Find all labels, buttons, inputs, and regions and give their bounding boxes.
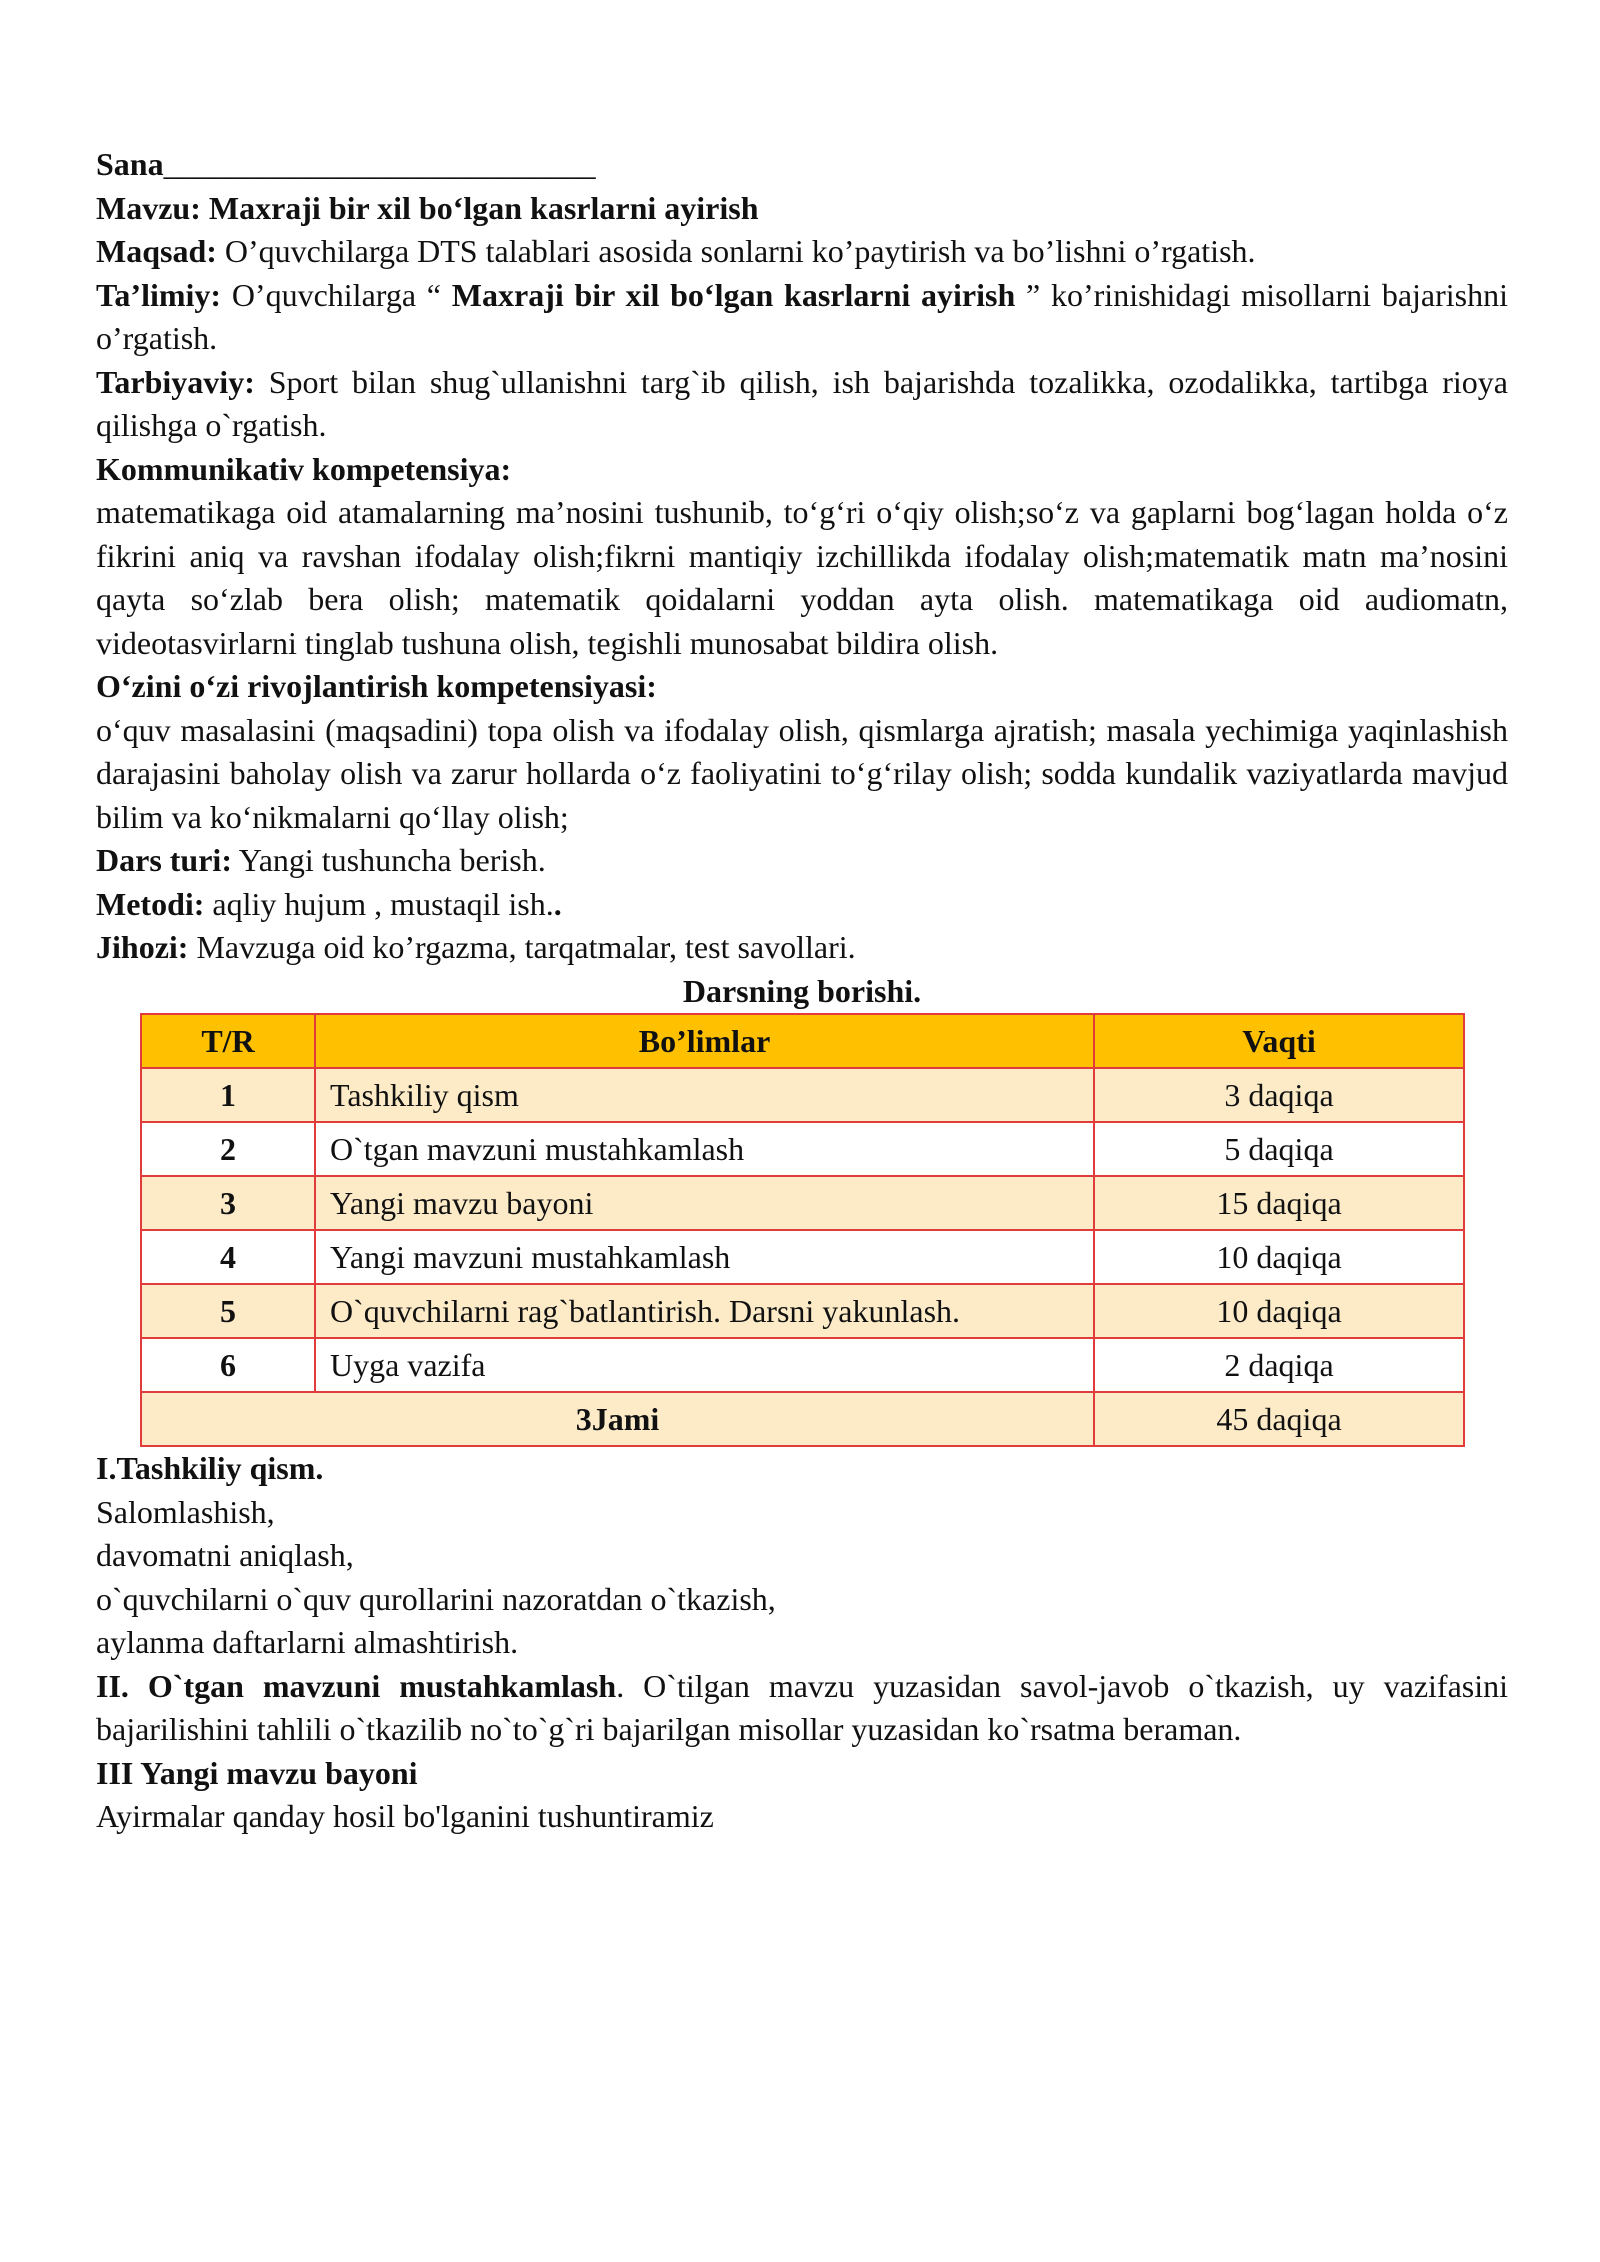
- tarbiyaviy-line: [96, 361, 1508, 448]
- maqsad-label: Maqsad:: [96, 233, 217, 269]
- sana-blank: ___________________________: [163, 146, 596, 182]
- jihozi-line: [96, 926, 1508, 970]
- komm-title-text: Kommunikativ kompetensiya:: [96, 450, 512, 487]
- section-3-title-text: III Yangi mavzu bayoni: [96, 1754, 418, 1791]
- total-label: 3Jami: [141, 1392, 1094, 1446]
- section-1-title-text: I.Tashkiliy qism.: [96, 1450, 324, 1486]
- talimiy-pre: O’quvchilarga “: [231, 276, 442, 313]
- maqsad-value: O’quvchilarga DTS talablari asosida sonlarni ko’paytirish va bo’lishni o’rgatish.: [224, 233, 1256, 269]
- section-1-line: aylanma daftarlarni almashtirish.: [96, 1624, 519, 1660]
- sana-line: [96, 143, 1508, 187]
- col-header-tr: T/R: [141, 1014, 315, 1068]
- plan-title: Darsning borishi.: [682, 972, 922, 1009]
- section-1-title: [96, 1447, 1508, 1491]
- komm-text: matematikaga oid atamalarning ma’nosini tushunib, to‘g‘ri o‘qiy olish;so‘z va gaplarni bog‘lagan holda o‘z fikrini aniq va ravshan ifodalay olish;fikrni mantiqiy izchillikda ifodalay olish;matematik matn ma’nosini qayta so‘zlab bera olish; matematik qoidalarni yoddan ayta olish. matematikaga oid audiomatn, videotasvirlarni tinglab tushuna olish, tegishli munosabat bildira olish.: [96, 494, 1508, 661]
- row-section: Yangi mavzu bayoni: [315, 1176, 1094, 1230]
- row-time: 15 daqiqa: [1094, 1176, 1464, 1230]
- row-number: 3: [141, 1176, 315, 1230]
- row-number: 6: [141, 1338, 315, 1392]
- row-time: 2 daqiqa: [1094, 1338, 1464, 1392]
- metodi-value: aqliy hujum , mustaqil ish: [212, 885, 546, 922]
- table-row: [141, 1284, 1464, 1338]
- section-3-title: [96, 1752, 1508, 1796]
- jihozi-label: Jihozi:: [96, 929, 189, 965]
- row-number: 5: [141, 1284, 315, 1338]
- total-value: 45 daqiqa: [1094, 1392, 1464, 1446]
- table-row: [141, 1122, 1464, 1176]
- row-time: 10 daqiqa: [1094, 1230, 1464, 1284]
- row-section: O`tgan mavzuni mustahkamlash: [315, 1122, 1094, 1176]
- metodi-label: Metodi:: [96, 885, 205, 922]
- row-section: Uyga vazifa: [315, 1338, 1094, 1392]
- row-number: 2: [141, 1122, 315, 1176]
- section-2: [96, 1665, 1508, 1752]
- row-number: 1: [141, 1068, 315, 1122]
- section-1-line: davomatni aniqlash,: [96, 1537, 354, 1573]
- section-3-text: Ayirmalar qanday hosil bo'lganini tushuntiramiz: [96, 1798, 714, 1834]
- self-text: o‘quv masalasini (maqsadini) topa olish va ifodalay olish, qismlarga ajratish; masala yechimiga yaqinlashish darajasini baholay olish va zarur hollarda o‘z faoliyatini to‘g‘rilay olish; sodda kundalik vaziyatlarda mavjud bilim va ko‘nikmalarni qo‘llay olish;: [96, 711, 1508, 835]
- mavzu-label: Mavzu:: [96, 189, 201, 226]
- col-header-time: Vaqti: [1094, 1014, 1464, 1068]
- document-page: [96, 143, 1508, 1839]
- row-section: Tashkiliy qism: [315, 1068, 1094, 1122]
- talimiy-label: Ta’limiy:: [96, 276, 222, 313]
- talimiy-post: ” ko’rinishidagi misollarni bajarishni o’rgatish.: [96, 276, 1509, 356]
- self-title: [96, 665, 1508, 709]
- talimiy-line: [96, 274, 1508, 361]
- section-1-line: Salomlashish,: [96, 1493, 275, 1530]
- metodi-line: [96, 883, 1508, 927]
- table-header-row: [141, 1014, 1464, 1068]
- table-total-row: [141, 1392, 1464, 1446]
- section-1-line: o`quvchilarni o`quv qurollarini nazoratdan o`tkazish,: [96, 1580, 776, 1617]
- sana-label: Sana: [96, 146, 164, 182]
- section-2-text: . O`tilgan mavzu yuzasidan savol-javob o`tkazish, uy vazifasini bajarilishini tahlili o`tkazilib no`to`g`ri bajarilgan misollar yuzasidan ko`rsatma beraman.: [96, 1667, 1509, 1747]
- mavzu-line: [96, 187, 1508, 231]
- komm-title: [96, 448, 1508, 492]
- dars-line: [96, 839, 1508, 883]
- col-header-sections: Bo’limlar: [315, 1014, 1094, 1068]
- dars-value: Yangi tushuncha berish.: [238, 842, 546, 878]
- mavzu-value: Maxraji bir xil bo‘lgan kasrlarni ayirish: [208, 189, 759, 226]
- dars-label: Dars turi:: [96, 842, 232, 878]
- self-title-text: O‘zini o‘zi rivojlantirish kompetensiyasi:: [96, 668, 657, 704]
- table-row: [141, 1068, 1464, 1122]
- maqsad-line: [96, 230, 1508, 274]
- section-2-title: II. O`tgan mavzuni mustahkamlash: [96, 1667, 617, 1704]
- row-time: 5 daqiqa: [1094, 1122, 1464, 1176]
- metodi-end: .: [553, 885, 562, 922]
- row-section: O`quvchilarni rag`batlantirish. Darsni yakunlash.: [315, 1284, 1094, 1338]
- row-number: 4: [141, 1230, 315, 1284]
- tarbiyaviy-label: Tarbiyaviy:: [96, 363, 255, 400]
- talimiy-topic: Maxraji bir xil bo‘lgan kasrlarni ayirish: [451, 276, 1016, 313]
- tarbiyaviy-value: Sport bilan shug`ullanishni targ`ib qilish, ish bajarishda tozalikka, ozodalikka, tartibga rioya qilishga o`rgatish.: [96, 363, 1509, 443]
- row-time: 10 daqiqa: [1094, 1284, 1464, 1338]
- lesson-plan-table: [140, 1013, 1465, 1447]
- table-row: [141, 1230, 1464, 1284]
- metodi-dot: .: [545, 885, 554, 922]
- jihozi-value: Mavzuga oid ko’rgazma, tarqatmalar, test savollari.: [196, 929, 856, 965]
- row-time: 3 daqiqa: [1094, 1068, 1464, 1122]
- row-section: Yangi mavzuni mustahkamlash: [315, 1230, 1094, 1284]
- table-row: [141, 1338, 1464, 1392]
- table-row: [141, 1176, 1464, 1230]
